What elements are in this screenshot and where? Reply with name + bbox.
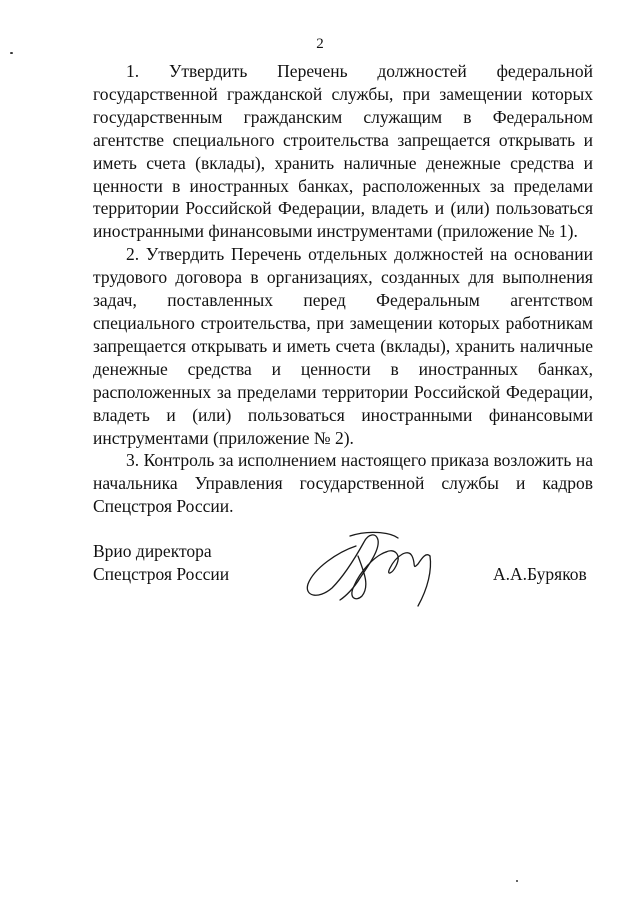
position-line-2: Спецстроя России [93,564,230,584]
handwritten-signature [298,526,448,608]
paragraph-3: 3. Контроль за исполнением настоящего приказа возложить на начальника Управления государственной службы и кадров Спецстроя России. [93,450,593,517]
scan-speck [516,880,518,882]
signatory-name: А.А.Буряков [493,564,587,584]
scan-speck [10,52,13,54]
signatory-position [93,540,229,586]
paragraph-1: 1. Утвердить Перечень должностей федеральной государственной гражданской службы, при замещении которых государственным гражданским служащим в Федеральном агентстве специального строительства запрещается открывать и иметь счета (вклады), хранить наличные денежные средства и ценности в иностранных банках, расположенных за пределами территории Российской Федерации, владеть и (или) пользоваться иностранными финансовыми инструментами (приложение № 1). [93,61,593,242]
paragraph-2: 2. Утвердить Перечень отдельных должностей на основании трудового договора в организациях, созданных для выполнения задач, поставленных перед Федеральным агентством специального строительства, при замещении которых работникам запрещается открывать и иметь счета (вклады), хранить наличные денежные средства и ценности в иностранных банках, расположенных за пределами территории Российской Федерации, владеть и (или) пользоваться иностранными финансовыми инструментами (приложение № 2). [93,244,593,448]
page-number: 2 [316,36,324,52]
document-body [93,60,593,518]
position-line-1: Врио директора [93,541,212,561]
